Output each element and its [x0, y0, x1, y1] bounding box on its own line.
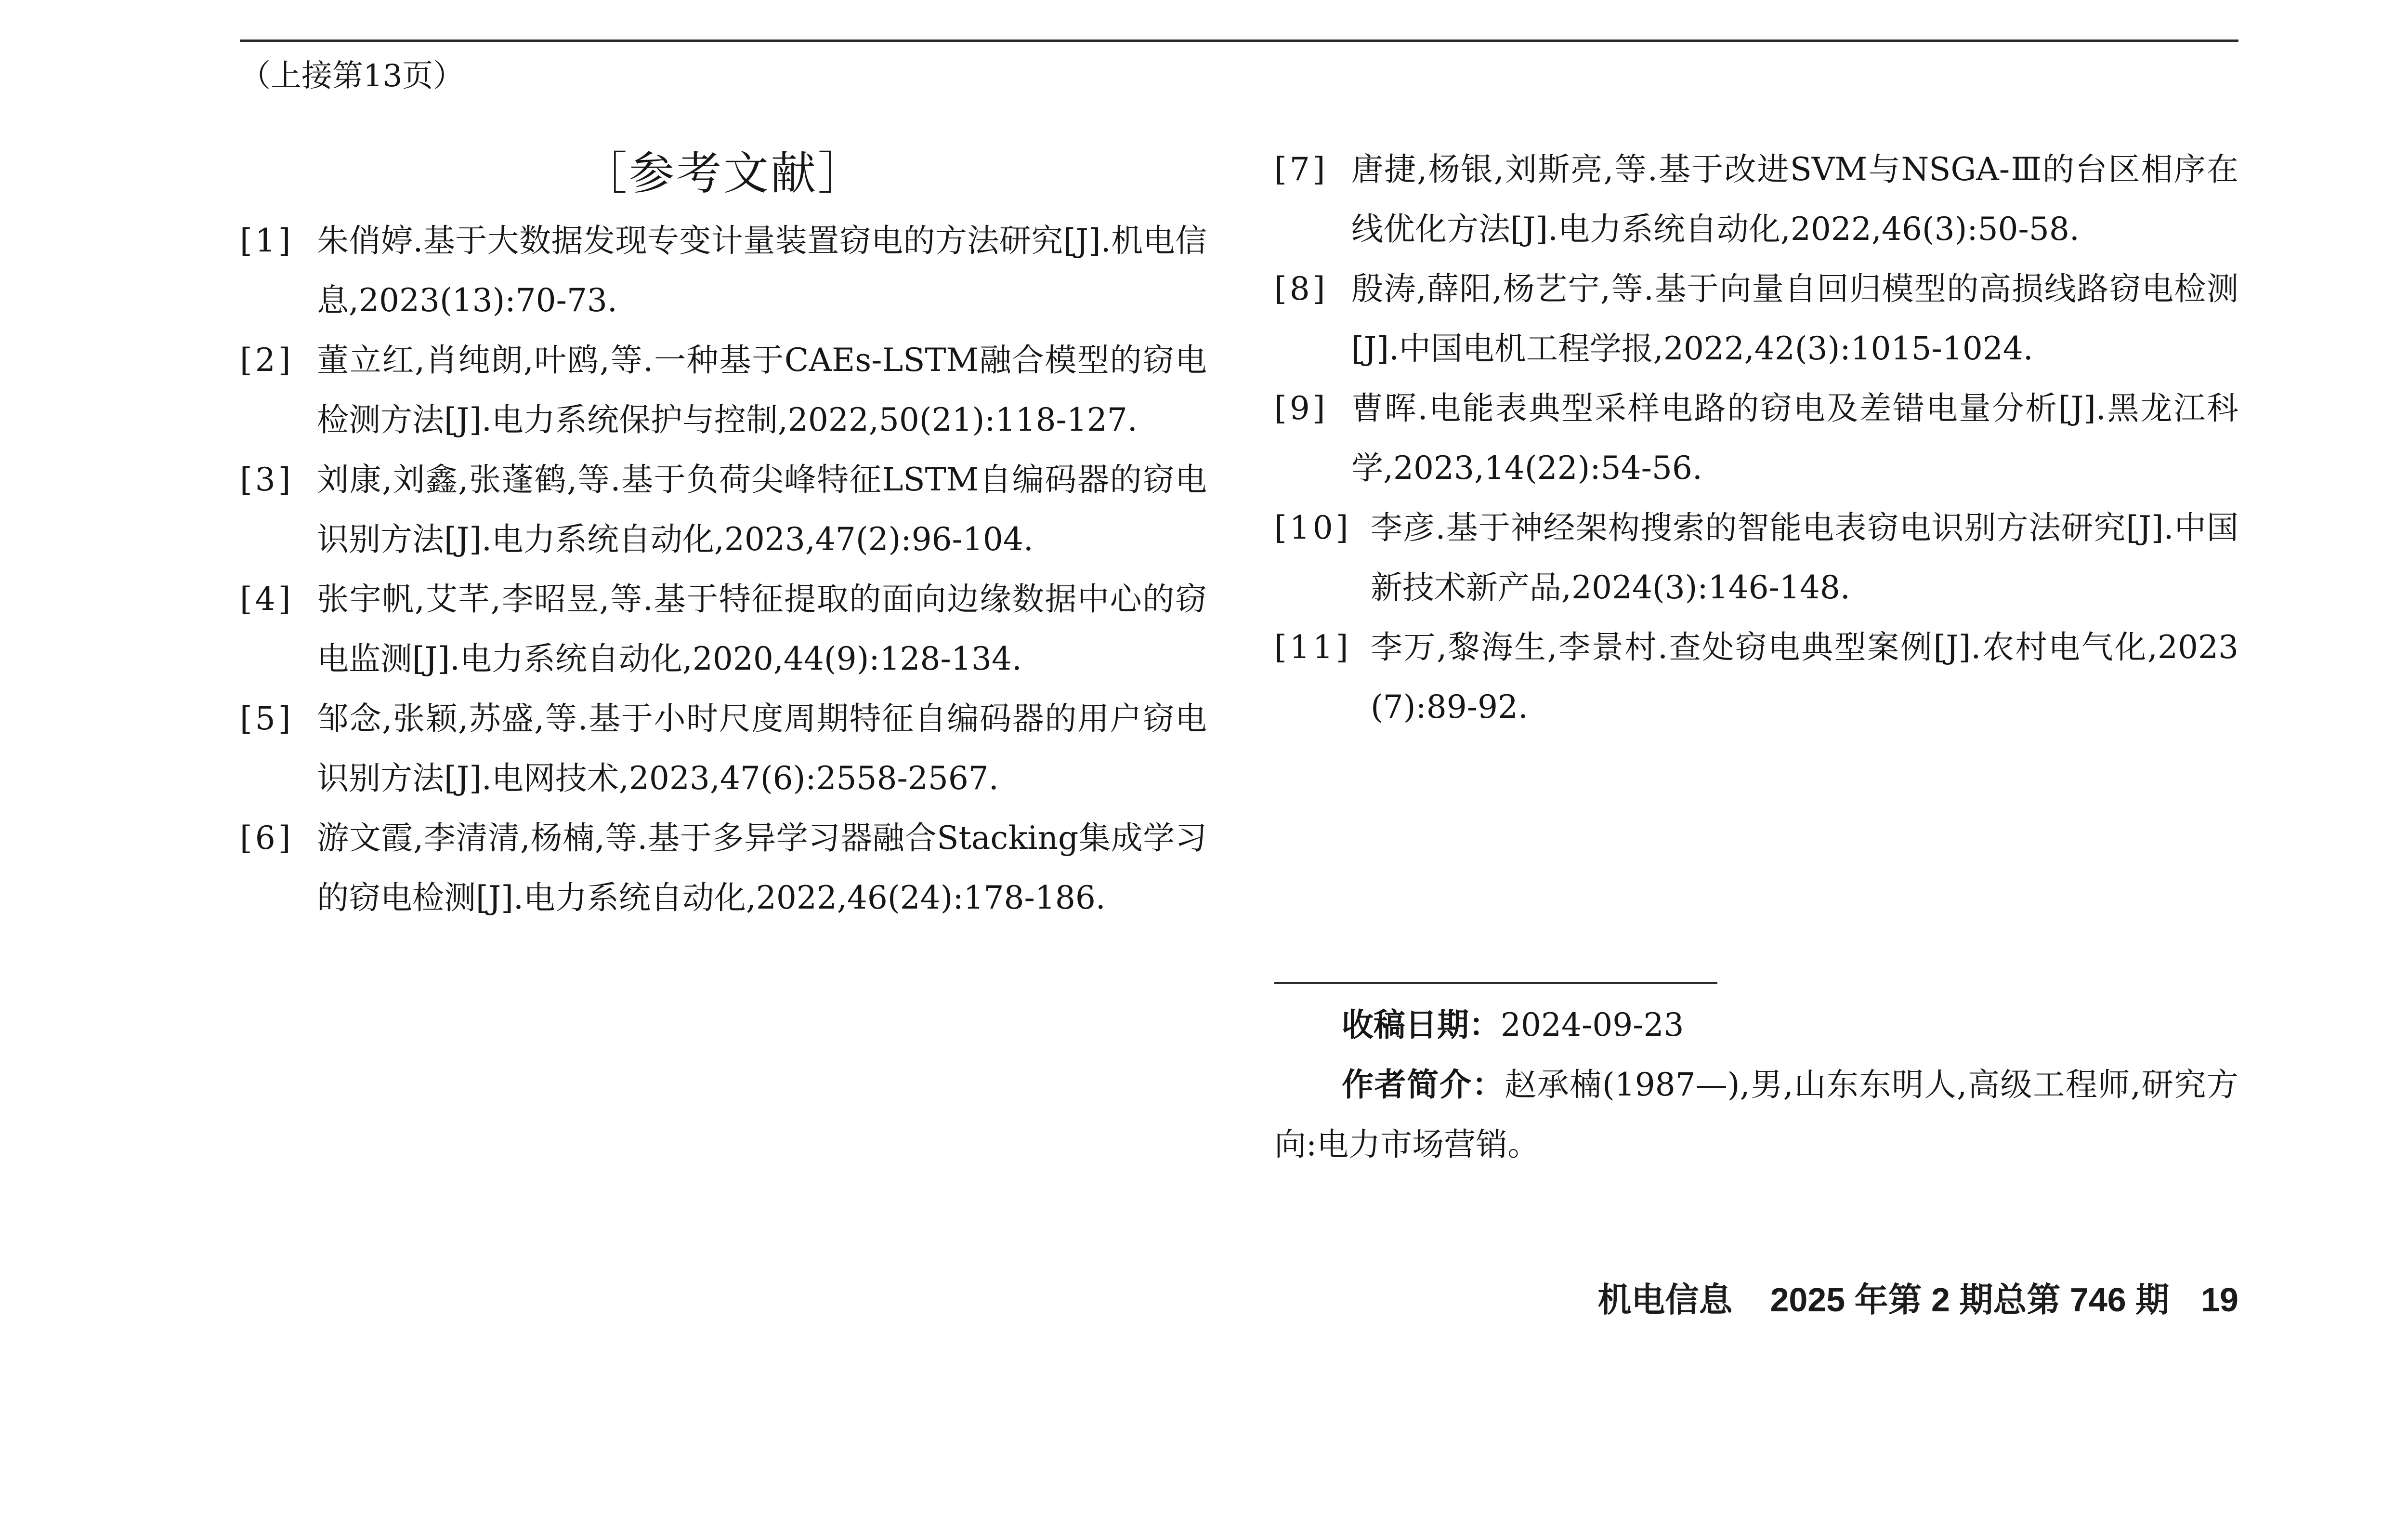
reference-item [240, 569, 1207, 689]
reference-text: 朱俏婷.基于大数据发现专变计量装置窃电的方法研究[J].机电信息,2023(13):70-73. [317, 222, 1207, 319]
received-date-label: 收稿日期： [1342, 1006, 1501, 1043]
reference-item [240, 330, 1207, 450]
reference-number: [7] [1274, 151, 1328, 188]
received-date-value: 2024-09-23 [1501, 1006, 1684, 1043]
reference-text: 李万,黎海生,李景村.查处窃电典型案例[J].农村电气化,2023(7):89-92. [1371, 629, 2238, 726]
reference-number: [10] [1274, 509, 1351, 546]
reference-text: 张宇帆,艾芊,李昭昱,等.基于特征提取的面向边缘数据中心的窃电监测[J].电力系统自动化,2020,44(9):128-134. [317, 581, 1207, 677]
reference-item [1274, 259, 2238, 379]
reference-text: 邹念,张颖,苏盛,等.基于小时尺度周期特征自编码器的用户窃电识别方法[J].电网技术,2023,47(6):2558-2567. [317, 700, 1207, 797]
reference-text: 刘康,刘鑫,张蓬鹤,等.基于负荷尖峰特征LSTM自编码器的窃电识别方法[J].电力系统自动化,2023,47(2):96-104. [317, 461, 1207, 558]
reference-item [240, 808, 1207, 928]
references-left-column [240, 140, 1207, 928]
reference-text: 唐捷,杨银,刘斯亮,等.基于改进SVM与NSGA-Ⅲ的台区相序在线优化方法[J].电力系统自动化,2022,46(3):50-58. [1351, 151, 2238, 248]
journal-name: 机电信息 [1597, 1281, 1733, 1319]
reference-number: [8] [1274, 270, 1328, 307]
reference-item [240, 689, 1207, 808]
reference-number: [5] [240, 700, 294, 737]
header-rule [240, 40, 2238, 42]
reference-text: 李彦.基于神经架构搜索的智能电表窃电识别方法研究[J].中国新技术新产品,2024(3):146-148. [1371, 509, 2238, 606]
reference-number: [2] [240, 342, 294, 379]
page-footer [1597, 1276, 2238, 1324]
reference-text: 董立红,肖纯朗,叶鸥,等.一种基于CAEs-LSTM融合模型的窃电检测方法[J].电力系统保护与控制,2022,50(21):118-127. [317, 342, 1207, 438]
continued-note: （上接第13页） [240, 58, 464, 94]
issue-info: 2025 年第 2 期总第 746 期 [1770, 1281, 2170, 1319]
reference-item [1274, 618, 2238, 737]
references-right-column [1274, 140, 2238, 737]
author-bio-text: 赵承楠(1987—),男,山东东明人,高级工程师,研究方向:电力市场营销。 [1274, 1066, 2238, 1163]
reference-text: 殷涛,薛阳,杨艺宁,等.基于向量自回归模型的高损线路窃电检测[J].中国电机工程学报,2022,42(3):1015-1024. [1351, 270, 2238, 367]
reference-number: [9] [1274, 390, 1328, 427]
reference-number: [3] [240, 461, 294, 498]
reference-item [240, 211, 1207, 330]
page-number: 19 [2201, 1281, 2238, 1319]
reference-item [1274, 498, 2238, 618]
reference-number: [11] [1274, 629, 1351, 666]
received-date [1274, 995, 2238, 1055]
reference-number: [1] [240, 222, 294, 259]
reference-item [1274, 140, 2238, 259]
reference-number: [6] [240, 819, 294, 857]
reference-item [1274, 379, 2238, 498]
author-bio [1274, 1055, 2238, 1175]
reference-text: 游文霞,李清清,杨楠,等.基于多异学习器融合Stacking集成学习的窃电检测[J].电力系统自动化,2022,46(24):178-186. [317, 819, 1207, 916]
reference-item [240, 450, 1207, 569]
author-bio-label: 作者简介： [1342, 1066, 1505, 1103]
reference-number: [4] [240, 581, 294, 618]
footnote-rule [1274, 982, 1717, 984]
references-heading: ［参考文献］ [581, 147, 865, 200]
reference-text: 曹晖.电能表典型采样电路的窃电及差错电量分析[J].黑龙江科学,2023,14(22):54-56. [1351, 390, 2238, 487]
